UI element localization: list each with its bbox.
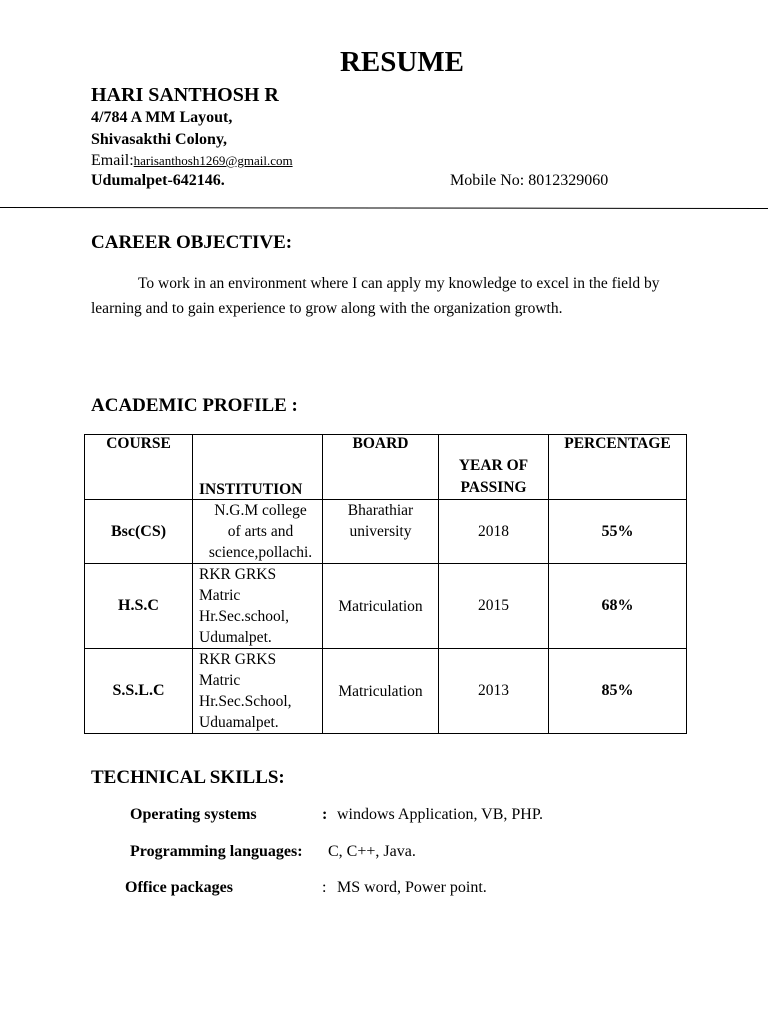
skill-value-programming: C, C++, Java. (328, 843, 416, 860)
email-label: Email: (91, 152, 134, 169)
academic-profile-heading: ACADEMIC PROFILE : (91, 395, 298, 416)
institution-cell: N.G.M college of arts and science,pollachi. (193, 500, 323, 564)
skill-value-os: windows Application, VB, PHP. (337, 806, 543, 823)
year-cell: 2013 (439, 649, 549, 734)
mobile-number: Mobile No: 8012329060 (450, 172, 609, 189)
table-header-row (85, 435, 687, 500)
skill-value-office: MS word, Power point. (337, 879, 487, 896)
col-header-institution: INSTITUTION (193, 435, 323, 500)
year-cell: 2015 (439, 564, 549, 649)
header-divider (0, 207, 768, 209)
col-header-board: BOARD (323, 435, 439, 500)
email-link[interactable]: harisanthosh1269@gmail.com (133, 153, 293, 168)
career-objective-heading: CAREER OBJECTIVE: (91, 232, 293, 253)
institution-cell: RKR GRKS Matric Hr.Sec.school, Udumalpet. (193, 564, 323, 649)
course-cell: S.S.L.C (85, 649, 193, 734)
table-row (85, 649, 687, 734)
col-header-percentage: PERCENTAGE (549, 435, 687, 500)
technical-skills-heading: TECHNICAL SKILLS: (91, 767, 285, 788)
institution-cell: RKR GRKS Matric Hr.Sec.School, Uduamalpet. (193, 649, 323, 734)
skill-label-os: Operating systems (130, 806, 257, 823)
skill-label-programming: Programming languages: (130, 843, 303, 860)
percentage-cell: 55% (549, 500, 687, 564)
address-line-2: Shivasakthi Colony, (91, 131, 228, 148)
board-cell: Matriculation (323, 564, 439, 649)
city-line: Udumalpet-642146. (91, 172, 225, 189)
skill-separator-office: : (322, 879, 327, 896)
table-row (85, 564, 687, 649)
course-cell: Bsc(CS) (85, 500, 193, 564)
course-cell: H.S.C (85, 564, 193, 649)
board-cell: Matriculation (323, 649, 439, 734)
skill-separator-os: : (322, 806, 328, 823)
year-cell: 2018 (439, 500, 549, 564)
percentage-cell: 85% (549, 649, 687, 734)
col-header-year: YEAR OF PASSING (439, 435, 549, 500)
resume-title: RESUME (339, 46, 465, 78)
academic-table (84, 434, 687, 734)
table-row (85, 500, 687, 564)
percentage-cell: 68% (549, 564, 687, 649)
candidate-name: HARI SANTHOSH R (91, 84, 279, 106)
col-header-course: COURSE (85, 435, 193, 500)
career-objective-text: To work in an environment where I can apply my knowledge to excel in the field by learning and to gain experience to grow along with the organization growth. (91, 275, 660, 317)
skill-label-office: Office packages (125, 879, 233, 896)
address-line-1: 4/784 A MM Layout, (91, 109, 233, 126)
board-cell: Bharathiar university (323, 500, 439, 564)
email-row (91, 152, 293, 170)
